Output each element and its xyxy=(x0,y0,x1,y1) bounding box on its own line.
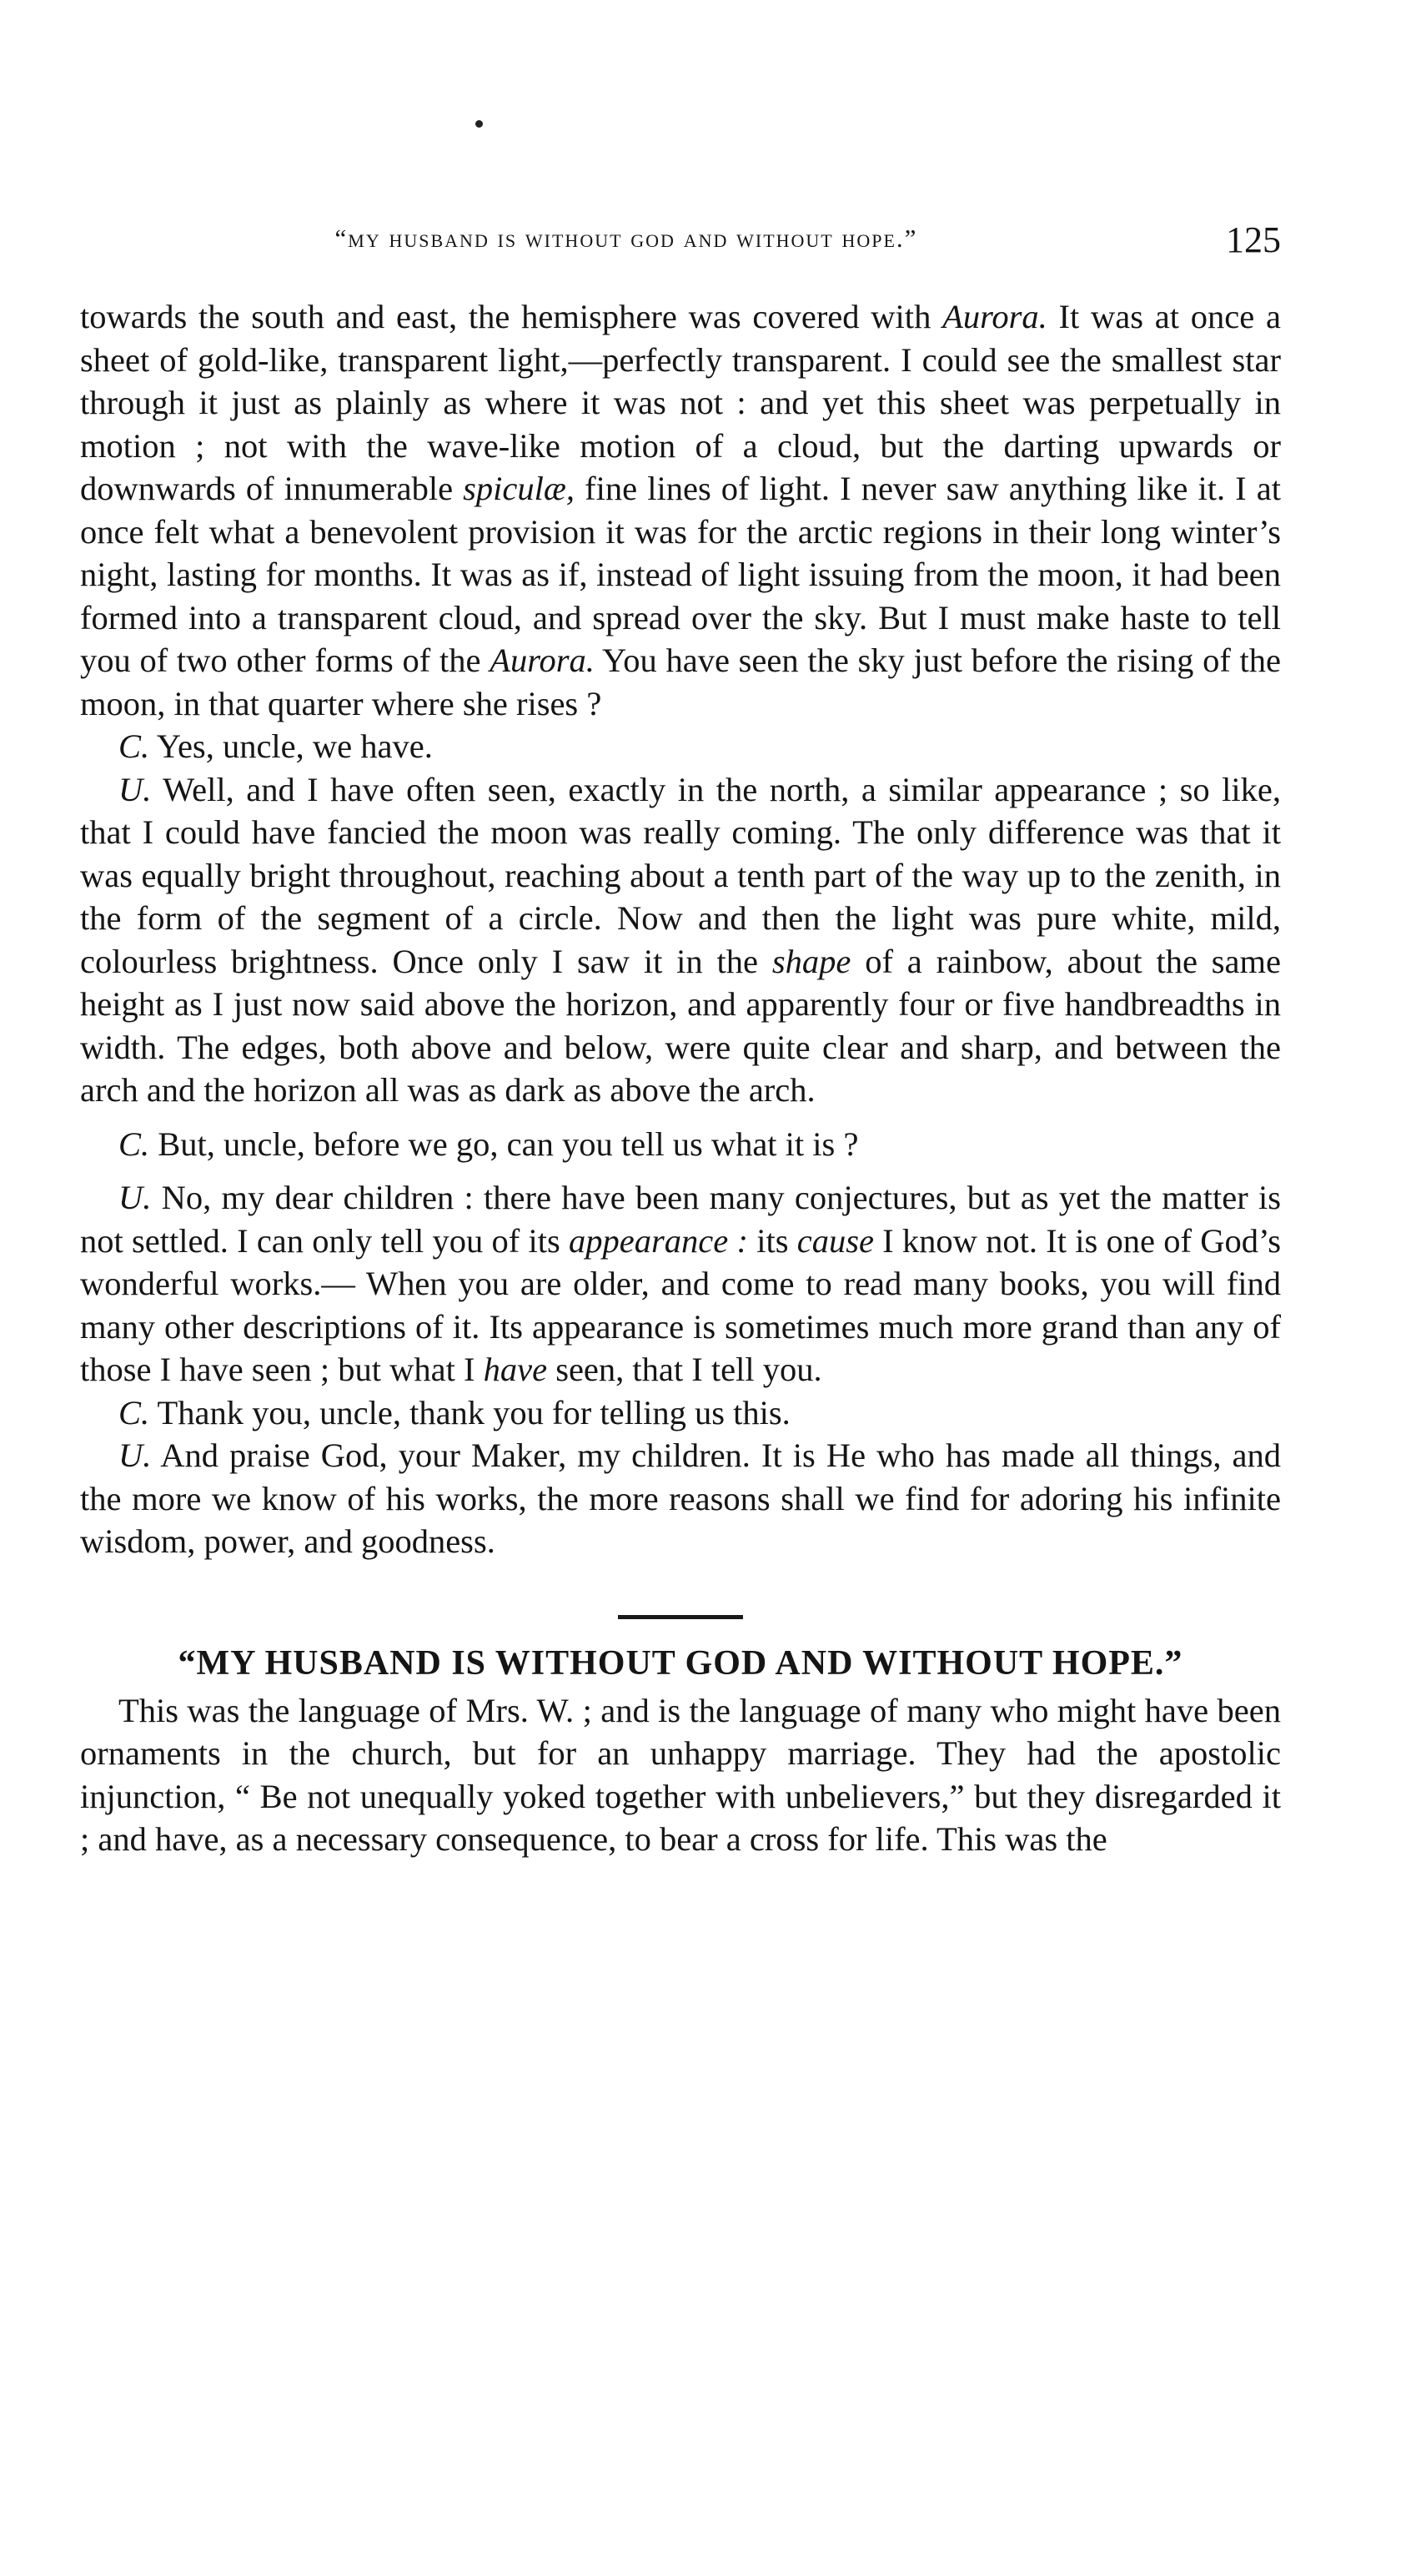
dialogue-text: its xyxy=(747,1221,797,1260)
section-divider xyxy=(618,1615,743,1619)
speaker-label: U. xyxy=(118,1179,152,1216)
text-segment: towards the south and east, the hemisphere was covered with xyxy=(80,298,943,335)
dialogue-text: of a rainbow, about the same height as I just now said above the horizon, and apparently four or five handbreadths in width. The edges, both above and below, were quite clear and sharp, and between the arch and the horizon all was as dark as above the arch. xyxy=(80,942,1281,1109)
page-text xyxy=(80,295,1281,1861)
speaker-label: C. xyxy=(118,1124,150,1163)
italic-term: shape xyxy=(771,942,851,980)
dialogue-line xyxy=(80,1391,1281,1435)
dialogue-line xyxy=(80,1176,1281,1391)
paragraph-aurora-description xyxy=(80,295,1281,725)
dialogue-text: No, my dear children : there have been many conjectures, but as yet the matter is not settled. I can only tell you of its xyxy=(80,1179,1281,1260)
page-number: 125 xyxy=(1226,219,1281,260)
italic-term: spiculæ, xyxy=(463,470,575,507)
italic-term: Aurora. xyxy=(490,641,595,679)
dialogue-line xyxy=(80,725,1281,768)
section-body-paragraph: This was the language of Mrs. W. ; and is the language of many who might have been ornaments in the church, but for an unhappy marriage. They had the apostolic injunction, “ Be not unequally yoked together with unbelievers,” but they disregarded it ; and have, as a necessary consequence, to bear a cross for life. This was the xyxy=(80,1691,1281,1858)
italic-term: have xyxy=(483,1351,548,1388)
dialogue-text: But, uncle, before we go, can you tell us what it is ? xyxy=(149,1124,859,1163)
dialogue-text: I know not. It is one of God’s wonderful works.— When you are older, and come to read many books, you will find many other descriptions of it. Its appearance is sometimes much more grand than any of those I have seen ; but what I xyxy=(80,1221,1282,1388)
text-segment: You have seen the sky just before the rising of the moon, in that quarter where she rises ? xyxy=(80,641,1281,722)
dialogue-text: Yes, uncle, we have. xyxy=(149,727,433,765)
dialogue-line xyxy=(80,1434,1281,1563)
print-speck xyxy=(475,120,483,128)
speaker-label: C. xyxy=(118,1393,150,1431)
dialogue-text: seen, that I tell you. xyxy=(547,1351,822,1388)
italic-term: Aurora. xyxy=(942,298,1047,335)
text-segment: fine lines of light. I never saw anything like it. I at once felt what a benevolent provision it was for the arctic regions in their long winter’s night, lasting for months. It was as if, instead of light issuing from the moon, it had been formed into a transparent cloud, and spread over the sky. But I must make haste to tell you of two other forms of the xyxy=(80,470,1281,679)
italic-term: cause xyxy=(796,1221,874,1260)
running-header xyxy=(80,219,1281,265)
dialogue-text: Thank you, uncle, thank you for telling us this. xyxy=(149,1393,791,1431)
speaker-label: U. xyxy=(118,1436,152,1474)
dialogue-line xyxy=(80,768,1281,1112)
speaker-label: U. xyxy=(118,770,152,808)
section-heading: “MY HUSBAND IS WITHOUT GOD AND WITHOUT HOPE.” xyxy=(178,1643,1183,1683)
dialogue-text: And praise God, your Maker, my children. It is He who has made all things, and the more we know of his works, the more reasons shall we find for adoring his infinite wisdom, power, and goodness. xyxy=(80,1436,1281,1560)
speaker-label: C. xyxy=(118,727,150,765)
text-segment: It was at once a sheet of gold-like, transparent light,—perfectly transparent. I could see the smallest star through it just as plainly as where it was not : and yet this sheet was perpetually in motion ; not with the wave-like motion of a cloud, but the darting upwards or downwards of innumerable xyxy=(80,298,1281,507)
italic-term: appearance : xyxy=(569,1221,748,1260)
running-title: “my husband is without god and without hope.” xyxy=(334,224,918,253)
dialogue-line xyxy=(80,1123,1281,1166)
dialogue-text: Well, and I have often seen, exactly in the north, a similar appearance ; so like, that I could have fancied the moon was really coming. The only difference was that it was equally bright throughout, reaching about a tenth part of the way up to the zenith, in the form of the segment of a circle. Now and then the light was pure white, mild, colourless brightness. Once only I saw it in the xyxy=(80,770,1281,980)
